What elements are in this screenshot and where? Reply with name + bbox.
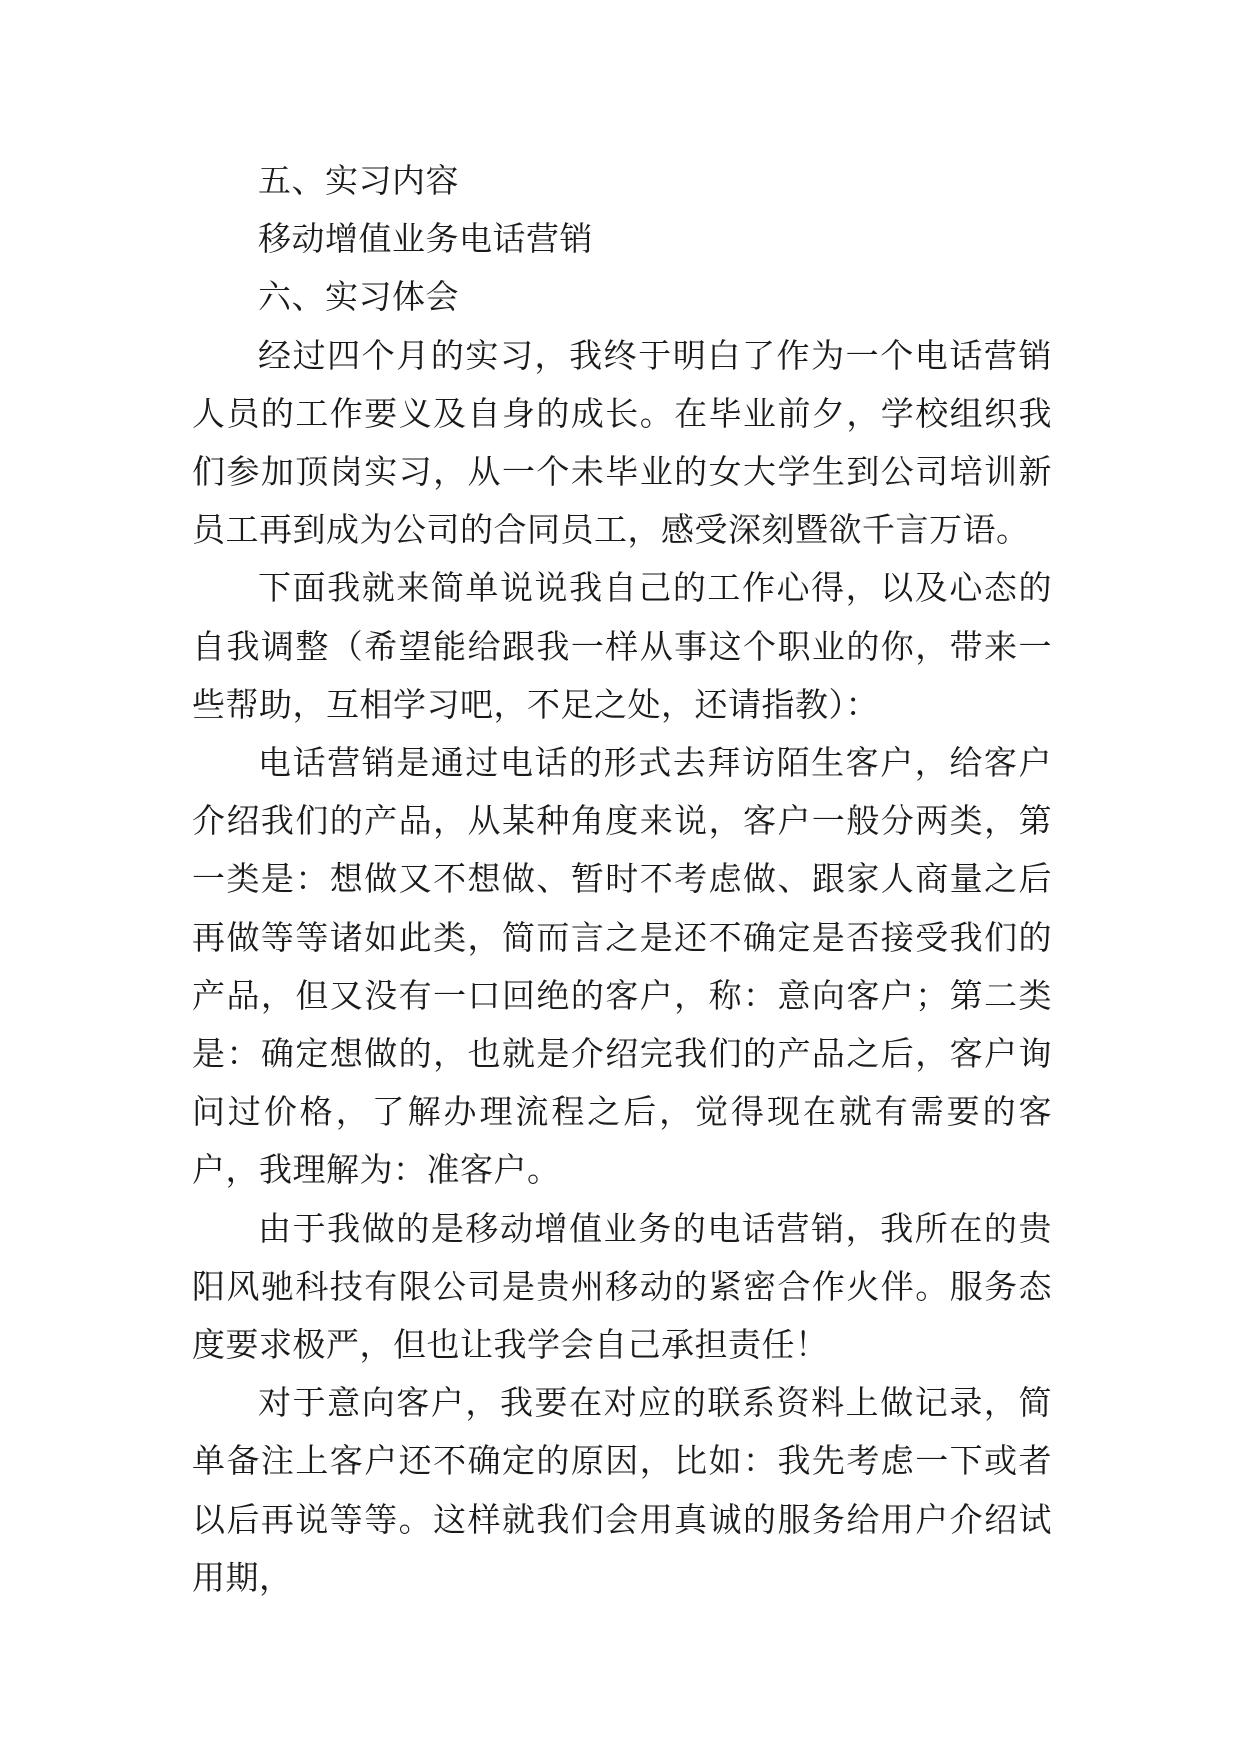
paragraph-experience-intro: 经过四个月的实习，我终于明白了作为一个电话营销人员的工作要义及自身的成长。在毕业前夕，学校组织我们参加顶岗实习，从一个未毕业的女大学生到公司培训新员工再到成为公司的合同员工，感受深刻暨欲千言万语。 [192, 335, 1052, 550]
paragraph-internship-content: 移动增值业务电话营销 [258, 219, 593, 259]
section-heading-internship-content: 五、实习内容 [258, 161, 459, 200]
paragraph-company-background: 由于我做的是移动增值业务的电话营销，我所在的贵阳风驰科技有限公司是贵州移动的紧密合作火伴。服务态度要求极严，但也让我学会自己承担责任！ [192, 1208, 1052, 1365]
paragraph-telemarketing-definition: 电话营销是通过电话的形式去拜访陌生客户，给客户介绍我们的产品，从某种角度来说，客户一般分两类，第一类是：想做又不想做、暂时不考虑做、跟家人商量之后再做等等诸如此类，简而言之是还不确定是否接受我们的产品，但又没有一口回绝的客户，称：意向客户；第二类是：确定想做的，也就是介绍完我们的产品之后，客户询问过价格，了解办理流程之后，觉得现在就有需要的客户，我理解为：准客户。 [192, 743, 1052, 1190]
paragraph-work-insights: 下面我就来简单说说我自己的工作心得，以及心态的自我调整（希望能给跟我一样从事这个职业的你，带来一些帮助，互相学习吧，不足之处，还请指教）： [192, 568, 1052, 724]
paragraph-intent-customers: 对于意向客户，我要在对应的联系资料上做记录，简单备注上客户还不确定的原因，比如：我先考虑一下或者以后再说等等。这样就我们会用真诚的服务给用户介绍试用期， [192, 1383, 1052, 1597]
document-body [192, 152, 1052, 1607]
section-heading-internship-experience: 六、实习体会 [258, 277, 459, 317]
